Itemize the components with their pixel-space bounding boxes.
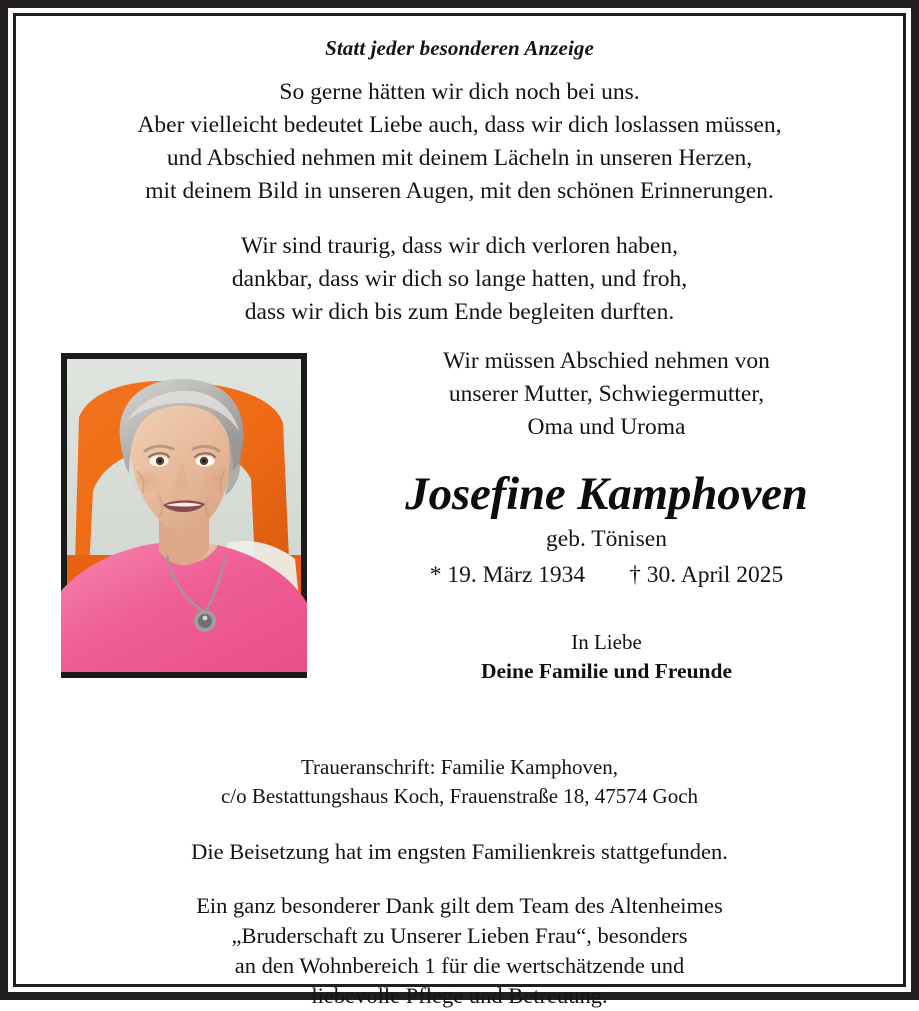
farewell-line: Wir müssen Abschied nehmen von	[443, 348, 770, 374]
verse-line: dankbar, dass wir dich so lange hatten, und froh,	[231, 266, 688, 292]
verse-line: mit deinem Bild in unseren Augen, mit den schönen Erinnerungen.	[145, 178, 774, 204]
verse-line: Aber vielleicht bedeutet Liebe auch, dass wir dich loslassen müssen,	[137, 112, 782, 138]
obituary-sheet	[16, 16, 903, 1008]
name-column	[316, 345, 897, 685]
lower-section	[16, 753, 903, 1011]
closing-lead: In Liebe	[571, 630, 642, 654]
death-date: † 30. April 2025	[629, 562, 784, 588]
thanks-note	[16, 891, 903, 1011]
portrait-frame	[61, 353, 307, 678]
verse-stanza-1	[16, 76, 903, 208]
burial-note: Die Beisetzung hat im engsten Familienkreis stattgefunden.	[191, 839, 728, 864]
address-line: Traueranschrift: Familie Kamphoven,	[300, 755, 619, 779]
portrait-and-name-zone	[16, 345, 903, 697]
maiden-name: geb. Tönisen	[546, 526, 667, 552]
obituary-inner-frame	[13, 13, 906, 1008]
verse-line: und Abschied nehmen mit deinem Lächeln in unseren Herzen,	[166, 145, 753, 171]
farewell-text	[316, 345, 897, 444]
thanks-line: „Bruderschaft zu Unserer Lieben Frau“, besonders	[231, 923, 688, 948]
life-dates	[316, 560, 897, 590]
verse-line: So gerne hätten wir dich noch bei uns.	[279, 79, 640, 105]
thanks-line: liebevolle Pflege und Betreuung.	[311, 983, 608, 1008]
notice-heading: Statt jeder besonderen Anzeige	[325, 36, 594, 60]
thanks-line: an den Wohnbereich 1 für die wertschätzende und	[234, 953, 685, 978]
address-line: c/o Bestattungshaus Koch, Frauenstraße 18, 47574 Goch	[220, 784, 699, 808]
closing-signature: Deine Familie und Freunde	[480, 659, 733, 683]
verse-stanza-2	[16, 230, 903, 329]
portrait-photo	[67, 359, 301, 672]
verse-line: dass wir dich bis zum Ende begleiten durften.	[244, 299, 675, 325]
deceased-name: Josefine Kamphoven	[405, 468, 808, 520]
birth-date: * 19. März 1934	[429, 562, 586, 588]
thanks-line: Ein ganz besonderer Dank gilt dem Team des Altenheimes	[196, 893, 723, 918]
farewell-line: Oma und Uroma	[527, 414, 686, 440]
farewell-line: unserer Mutter, Schwiegermutter,	[448, 381, 765, 407]
mourning-address	[16, 753, 903, 811]
verse-line: Wir sind traurig, dass wir dich verloren haben,	[241, 233, 678, 259]
